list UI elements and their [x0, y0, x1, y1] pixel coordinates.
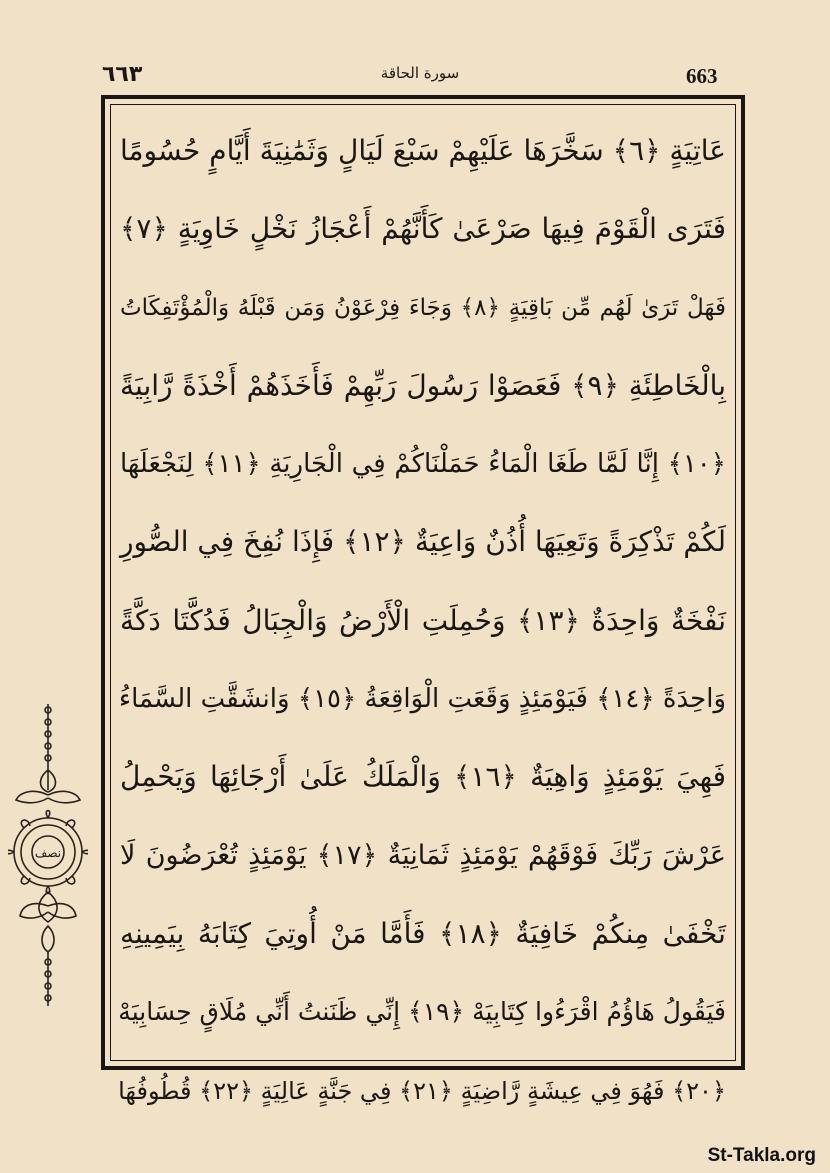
text-line: نَفْخَةٌ وَاحِدَةٌ ﴿١٣﴾ وَحُمِلَتِ الْأَرْضُ وَالْجِبَالُ فَدُكَّتَا دَكَّةً — [120, 603, 726, 637]
page-number-latin: 663 — [686, 64, 718, 88]
text-line: عَرْشَ رَبِّكَ فَوْقَهُمْ يَوْمَئِذٍ ثَمَانِيَةٌ ﴿١٧﴾ يَوْمَئِذٍ تُعْرَضُونَ لَا — [120, 839, 726, 871]
text-line: ﴿١٠﴾ إِنَّا لَمَّا طَغَا الْمَاءُ حَمَلْنَاكُمْ فِي الْجَارِيَةِ ﴿١١﴾ لِنَجْعَلَهَا — [120, 449, 727, 480]
quran-text-block — [114, 112, 732, 1105]
text-line: ﴿٢٠﴾ فَهُوَ فِي عِيشَةٍ رَّاضِيَةٍ ﴿٢١﴾ فِي جَنَّةٍ عَالِيَةٍ ﴿٢٢﴾ قُطُوفُهَا — [118, 1076, 726, 1105]
text-line: بِالْخَاطِئَةِ ﴿٩﴾ فَعَصَوْا رَسُولَ رَبِّهِمْ فَأَخَذَهُمْ أَخْذَةً رَّابِيَةً — [120, 368, 726, 402]
text-line: فَهِيَ يَوْمَئِذٍ وَاهِيَةٌ ﴿١٦﴾ وَالْمَلَكُ عَلَىٰ أَرْجَائِهَا وَيَحْمِلُ — [120, 760, 726, 794]
page-number-arabic: ٦٦٣ — [102, 62, 143, 87]
surah-title: سورة الحاقة — [380, 64, 460, 82]
text-line: لَكُمْ تَذْكِرَةً وَتَعِيَهَا أُذُنٌ وَاعِيَةٌ ﴿١٢﴾ فَإِذَا نُفِخَ فِي الصُّورِ — [119, 525, 726, 559]
text-line: تَخْفَىٰ مِنكُمْ خَافِيَةٌ ﴿١٨﴾ فَأَمَّا مَنْ أُوتِيَ كِتَابَهُ بِيَمِينِهِ — [120, 916, 726, 950]
hizb-marker-label: نصف — [34, 846, 62, 860]
watermark: St-Takla.org — [707, 1145, 816, 1166]
text-line: عَاتِيَةٍ ﴿٦﴾ سَخَّرَهَا عَلَيْهِمْ سَبْعَ لَيَالٍ وَثَمَٰنِيَةَ أَيَّامٍ حُسُومًا — [120, 134, 726, 167]
text-line: فَهَلْ تَرَىٰ لَهُم مِّن بَاقِيَةٍ ﴿٨﴾ وَجَاءَ فِرْعَوْنُ وَمَن قَبْلَهُ وَالْمُؤْتَفِكَاتُ — [120, 294, 726, 321]
text-line: فَيَقُولُ هَاؤُمُ اقْرَءُوا كِتَابِيَهْ ﴿١٩﴾ إِنِّي ظَنَنتُ أَنِّي مُلَاقٍ حِسَابِيَهْ — [118, 997, 726, 1027]
hizb-ornament-icon — [8, 700, 88, 1010]
text-line: وَاحِدَةً ﴿١٤﴾ فَيَوْمَئِذٍ وَقَعَتِ الْوَاقِعَةُ ﴿١٥﴾ وَانشَقَّتِ السَّمَاءُ — [118, 684, 726, 715]
text-line: فَتَرَى الْقَوْمَ فِيهَا صَرْعَىٰ كَأَنَّهُمْ أَعْجَازُ نَخْلٍ خَاوِيَةٍ ﴿٧﴾ — [120, 212, 726, 246]
